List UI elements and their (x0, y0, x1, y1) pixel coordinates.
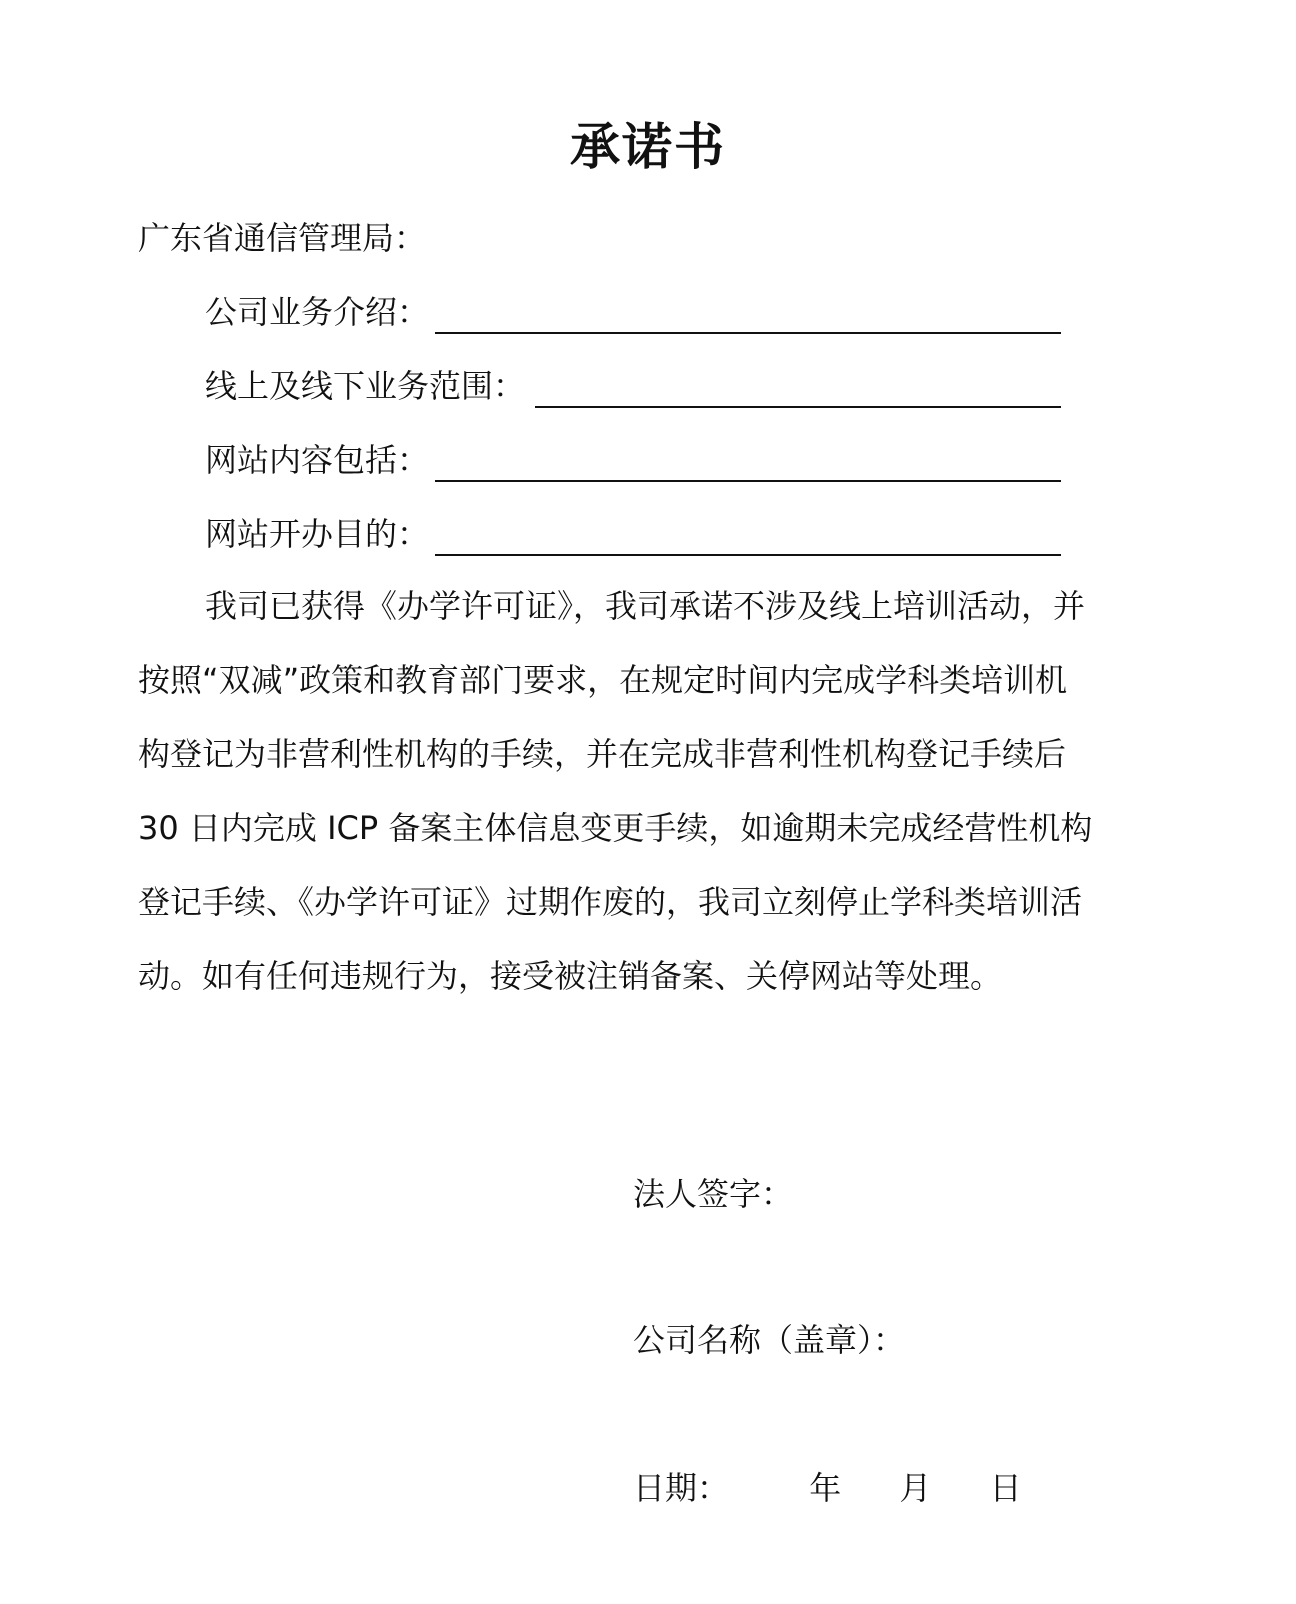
company-name-seal-label: 公司名称（盖章）： (633, 1321, 906, 1359)
field-website-purpose (205, 510, 1061, 558)
fill-in-line-website-purpose[interactable] (435, 554, 1061, 556)
paragraph-line: 构登记为非营利性机构的手续，并在完成非营利性机构登记手续后 (138, 735, 1067, 773)
field-label: 线上及线下业务范围： (205, 367, 526, 405)
date-label: 日期： (633, 1469, 730, 1507)
paragraph-line: 登记手续、《办学许可证》过期作废的，我司立刻停止学科类培训活 (138, 883, 1083, 921)
field-label: 公司业务介绍： (205, 293, 430, 331)
day-label: 日 (989, 1469, 1022, 1507)
paragraph-line: 30 日内完成 ICP 备案主体信息变更手续，如逾期未完成经营性机构 (138, 809, 1093, 847)
date-row (633, 1464, 1022, 1512)
field-label: 网站开办目的： (205, 515, 430, 553)
paragraph-line: 按照“双减”政策和教育部门要求，在规定时间内完成学科类培训机 (138, 661, 1068, 699)
field-label: 网站内容包括： (205, 441, 430, 479)
legal-person-signature-label: 法人签字： (633, 1175, 794, 1213)
addressee: 广东省通信管理局： (138, 219, 427, 257)
paragraph-line: 动。如有任何违规行为，接受被注销备案、关停网站等处理。 (138, 957, 1003, 995)
fill-in-line-website-content[interactable] (435, 480, 1061, 482)
fill-in-line-business-scope[interactable] (535, 406, 1061, 408)
paragraph-line: 我司已获得《办学许可证》，我司承诺不涉及线上培训活动，并 (205, 587, 1086, 625)
document-title: 承诺书 (570, 118, 726, 176)
fill-in-line-business-intro[interactable] (435, 332, 1061, 334)
field-business-intro (205, 288, 1061, 336)
month-label: 月 (899, 1469, 932, 1507)
field-website-content (205, 436, 1061, 484)
field-business-scope (205, 362, 1061, 410)
year-label: 年 (809, 1469, 842, 1507)
